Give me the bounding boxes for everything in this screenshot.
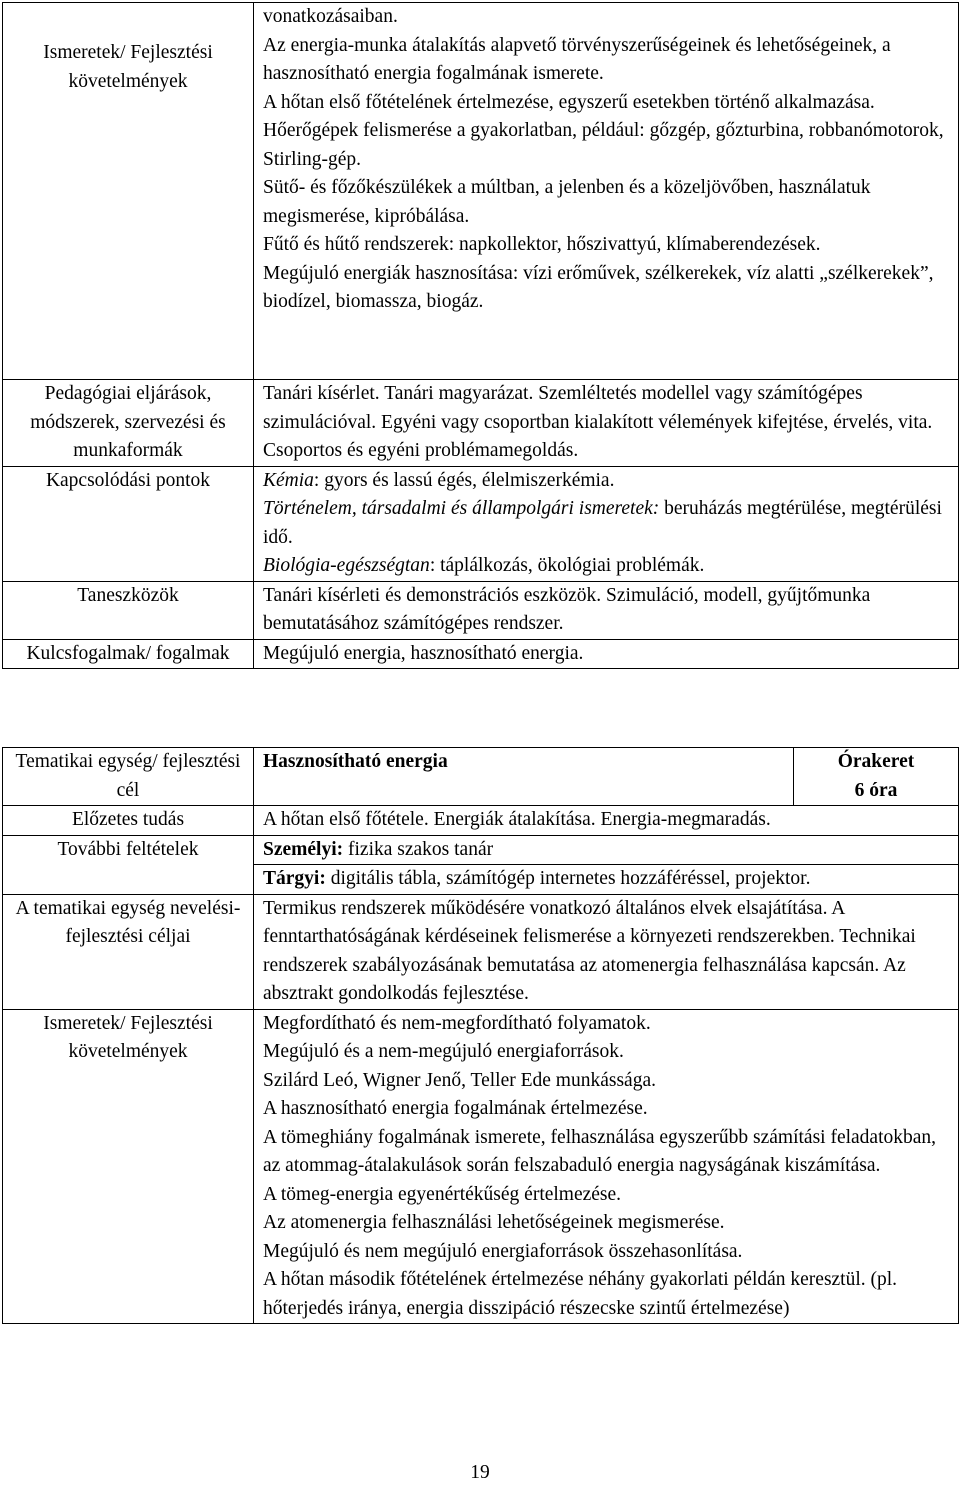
table-row: [3, 3, 959, 380]
list-item: Sütő- és főzőkészülékek a múltban, a jelenben és a közeljövőben, használatuk megismerése, kipróbálása.: [263, 177, 871, 227]
list-item: Az energia-munka átalakítás alapvető törvényszerűségeinek és lehetőségeinek, a hasznosítható energia fogalmának ismerete.: [263, 34, 891, 84]
list-item: A hőtan második főtételének értelmezése néhány gyakorlati példán keresztül. (pl. hőterjedés iránya, energia disszipáció részecske szintű értelmezése): [263, 1269, 898, 1319]
list-item: Hőerőgépek felismerése a gyakorlatban, például: gőzgép, gőzturbina, robbanómotorok, Stirling-gép.: [263, 120, 944, 170]
row-label-kulcsfogalmak: Kulcsfogalmak/ fogalmak: [3, 639, 254, 669]
unit-title: Hasznosítható energia: [254, 748, 794, 806]
list-item: A hasznosítható energia fogalmának értelmezése.: [263, 1098, 648, 1119]
orakeret-label: Órakeret: [837, 751, 915, 772]
kulcsfogalmak-content: Megújuló energia, hasznosítható energia.: [254, 639, 959, 669]
row-label-ismeretek: Ismeretek/ Fejlesztési követelmények: [3, 3, 254, 380]
list-item: Megújuló energiák hasznosítása: vízi erőművek, szélkerekek, víz alatti „szélkerekek”, biodízel, biomassza, biogáz.: [263, 262, 934, 312]
list-item: vonatkozásaiban.: [263, 6, 398, 27]
table-row: [3, 466, 959, 581]
row-label-kapcsolodasi: Kapcsolódási pontok: [3, 466, 254, 581]
pedagogiai-content: Tanári kísérlet. Tanári magyarázat. Szemléltetés modellel vagy számítógépes szimulációval. Egyéni vagy csoportban kialakított vélemények kifejtése, érvelés, vita. Csoportos és egyéni problémamegoldás.: [254, 380, 959, 467]
row-label-pedagogiai: Pedagógiai eljárások, módszerek, szervezési és munkaformák: [3, 380, 254, 467]
ismeretek-2-content: [254, 1009, 959, 1324]
list-item: Megfordítható és nem-megfordítható folyamatok.: [263, 1012, 651, 1034]
table-row: [3, 748, 959, 806]
list-item: A tömeghiány fogalmának ismerete, felhasználása egyszerűbb számítási feladatokban, az atommag-átalakulások során felszabaduló energia nagyságának kiszámítása.: [263, 1126, 937, 1176]
list-item: Történelem, társadalmi és állampolgári ismeretek: beruházás megtérülése, megtérülési idő.: [263, 498, 942, 548]
curriculum-table-bottom: [2, 747, 959, 1324]
row-label-elozetes: Előzetes tudás: [3, 806, 254, 836]
table-row: [3, 835, 959, 865]
kapcsolodasi-content: [254, 466, 959, 581]
list-item: Biológia-egészségtan: táplálkozás, ökológiai problémák.: [263, 555, 705, 576]
orakeret-value: 6 óra: [854, 779, 898, 801]
list-item: A tömeg-energia egyenértékűség értelmezése.: [263, 1183, 622, 1205]
page-number: 19: [470, 1462, 490, 1483]
table-row: [3, 806, 959, 836]
orakeret-cell: [794, 748, 959, 806]
table-row: [3, 380, 959, 467]
curriculum-table-top: [2, 2, 959, 669]
elozetes-content: A hőtan első főtétele. Energiák átalakítása. Energia-megmaradás.: [254, 806, 959, 836]
list-item: Megújuló és nem megújuló energiaforrások összehasonlítása.: [263, 1240, 743, 1262]
celjai-content: Termikus rendszerek működésére vonatkozó általános elvek elsajátítása. A fenntarthatóságának kérdéseinek felismerése a környezeti rendszerekben. Technikai rendszerek szabályozásának bemutatása az atomenergia felhasználása kapcsán. Az absztrakt gondolkodás fejlesztése.: [254, 894, 959, 1009]
row-label-tematikai: Tematikai egység/ fejlesztési cél: [3, 748, 254, 806]
list-item: Kémia: gyors és lassú égés, élelmiszerkémia.: [263, 469, 615, 491]
list-item: Az atomenergia felhasználási lehetőségeinek megismerése.: [263, 1212, 725, 1233]
list-item: Megújuló és a nem-megújuló energiaforrások.: [263, 1041, 624, 1062]
row-label-taneszkozok: Taneszközök: [3, 581, 254, 639]
table-row: [3, 894, 959, 1009]
ismeretek-content: [254, 3, 959, 380]
targyi-content: Tárgyi: digitális tábla, számítógép internetes hozzáféréssel, projektor.: [254, 865, 959, 895]
table-row: [3, 1009, 959, 1324]
table-row: [3, 581, 959, 639]
szemelyi-content: Személyi: fizika szakos tanár: [254, 835, 959, 865]
list-item: A hőtan első főtételének értelmezése, egyszerű esetekben történő alkalmazása.: [263, 91, 875, 113]
row-label-celjai: A tematikai egység nevelési-fejlesztési céljai: [3, 894, 254, 1009]
taneszkozok-content: Tanári kísérleti és demonstrációs eszközök. Szimuláció, modell, gyűjtőmunka bemutatásához számítógépes rendszer.: [254, 581, 959, 639]
row-label-ismeretek-2: Ismeretek/ Fejlesztési követelmények: [3, 1009, 254, 1324]
row-label-tovabbi: További feltételek: [3, 835, 254, 894]
list-item: Szilárd Leó, Wigner Jenő, Teller Ede munkássága.: [263, 1069, 656, 1091]
table-row: [3, 639, 959, 669]
list-item: Fűtő és hűtő rendszerek: napkollektor, hőszivattyú, klímaberendezések.: [263, 234, 821, 255]
